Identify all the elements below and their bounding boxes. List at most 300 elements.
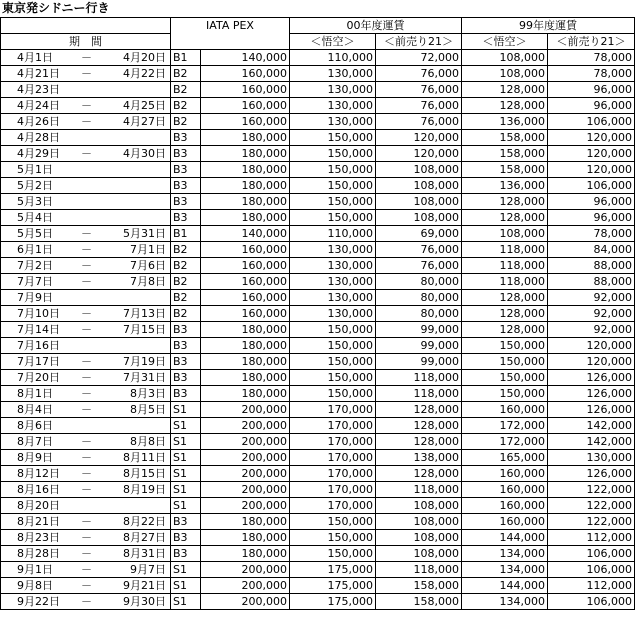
table-row [1,370,635,386]
fare-class-cell: B3 [171,370,201,386]
year99-satori-header: ＜悟空＞ [462,34,548,50]
iata-pex-cell: 160,000 [201,306,290,322]
period-cell [1,194,171,210]
period-dash: － [81,387,92,400]
year99-maeuri-cell: 88,000 [548,274,635,290]
year00-satori-cell: 150,000 [290,514,376,530]
period-start: 4月29日 [17,147,60,160]
table-row [1,226,635,242]
period-start: 5月2日 [17,179,53,192]
period-cell [1,514,171,530]
year99-maeuri-cell: 112,000 [548,578,635,594]
period-cell [1,594,171,610]
year00-maeuri-cell: 99,000 [376,322,462,338]
table-row [1,306,635,322]
year00-satori-cell: 130,000 [290,82,376,98]
year99-maeuri-cell: 130,000 [548,450,635,466]
iata-pex-cell: 160,000 [201,114,290,130]
year00-maeuri-cell: 76,000 [376,114,462,130]
year99-maeuri-cell: 126,000 [548,370,635,386]
year99-maeuri-cell: 92,000 [548,322,635,338]
fare-class-cell: B2 [171,98,201,114]
iata-pex-cell: 160,000 [201,242,290,258]
year99-maeuri-cell: 78,000 [548,50,635,66]
period-end: 7月1日 [130,243,166,256]
year00-maeuri-cell: 76,000 [376,258,462,274]
period-start: 7月2日 [17,259,53,272]
period-cell [1,530,171,546]
period-cell [1,114,171,130]
period-start: 8月6日 [17,419,53,432]
year99-satori-cell: 150,000 [462,338,548,354]
year99-maeuri-cell: 126,000 [548,466,635,482]
iata-pex-cell: 180,000 [201,194,290,210]
year00-satori-cell: 170,000 [290,450,376,466]
year00-maeuri-cell: 128,000 [376,418,462,434]
header-row-top [1,18,635,34]
period-start: 5月4日 [17,211,53,224]
period-start: 5月5日 [17,227,53,240]
table-row [1,562,635,578]
year99-satori-cell: 136,000 [462,114,548,130]
year99-satori-cell: 160,000 [462,498,548,514]
year00-maeuri-cell: 108,000 [376,162,462,178]
period-end: 8月15日 [123,467,166,480]
period-dash: － [81,51,92,64]
year99-satori-cell: 144,000 [462,530,548,546]
period-dash: － [81,243,92,256]
table-row [1,66,635,82]
year00-satori-cell: 130,000 [290,98,376,114]
year00-maeuri-cell: 108,000 [376,514,462,530]
year99-satori-cell: 160,000 [462,402,548,418]
fare-class-cell: B3 [171,338,201,354]
year99-maeuri-cell: 122,000 [548,482,635,498]
year00-maeuri-header: ＜前売り21＞ [376,34,462,50]
period-dash: － [81,355,92,368]
year00-satori-cell: 170,000 [290,434,376,450]
year99-satori-cell: 128,000 [462,98,548,114]
iata-pex-cell: 200,000 [201,418,290,434]
period-cell [1,242,171,258]
period-cell [1,178,171,194]
year99-satori-cell: 128,000 [462,210,548,226]
year99-satori-cell: 160,000 [462,466,548,482]
fare-class-cell: B2 [171,66,201,82]
year00-maeuri-cell: 118,000 [376,386,462,402]
period-end: 8月8日 [130,435,166,448]
year99-satori-cell: 158,000 [462,162,548,178]
iata-pex-cell: 180,000 [201,162,290,178]
iata-pex-cell: 200,000 [201,594,290,610]
year00-satori-cell: 130,000 [290,306,376,322]
year00-maeuri-cell: 120,000 [376,146,462,162]
fare-class-cell: B2 [171,258,201,274]
iata-pex-cell: 200,000 [201,466,290,482]
table-row [1,578,635,594]
year00-maeuri-cell: 108,000 [376,210,462,226]
year99-maeuri-cell: 122,000 [548,498,635,514]
year99-maeuri-cell: 78,000 [548,226,635,242]
year99-satori-cell: 165,000 [462,450,548,466]
period-start: 4月23日 [17,83,60,96]
year00-satori-cell: 150,000 [290,194,376,210]
table-row [1,466,635,482]
period-start: 8月21日 [17,515,60,528]
iata-pex-cell: 160,000 [201,66,290,82]
year00-satori-cell: 170,000 [290,498,376,514]
period-dash: － [81,227,92,240]
year99-maeuri-cell: 106,000 [548,594,635,610]
year00-satori-cell: 130,000 [290,274,376,290]
year99-satori-cell: 134,000 [462,562,548,578]
period-start: 4月26日 [17,115,60,128]
page-title: 東京発シドニー行き [2,1,110,15]
table-row [1,258,635,274]
period-start: 4月1日 [17,51,53,64]
year99-satori-cell: 118,000 [462,274,548,290]
year00-satori-cell: 130,000 [290,114,376,130]
year99-satori-cell: 158,000 [462,146,548,162]
period-end: 4月22日 [123,67,166,80]
year99-satori-cell: 128,000 [462,82,548,98]
iata-pex-cell: 180,000 [201,130,290,146]
year00-maeuri-cell: 108,000 [376,530,462,546]
period-start: 4月24日 [17,99,60,112]
table-row [1,274,635,290]
fare-class-cell: S1 [171,434,201,450]
period-cell [1,450,171,466]
period-cell [1,210,171,226]
period-cell [1,162,171,178]
year00-satori-cell: 150,000 [290,322,376,338]
period-start: 7月7日 [17,275,53,288]
year00-satori-cell: 130,000 [290,290,376,306]
year99-satori-cell: 160,000 [462,514,548,530]
year00-satori-cell: 150,000 [290,162,376,178]
year99-maeuri-cell: 106,000 [548,114,635,130]
period-end: 8月19日 [123,483,166,496]
period-dash: － [81,451,92,464]
year00-maeuri-cell: 158,000 [376,594,462,610]
year99-satori-cell: 128,000 [462,306,548,322]
year99-satori-cell: 118,000 [462,242,548,258]
year00-maeuri-cell: 108,000 [376,546,462,562]
year99-maeuri-cell: 106,000 [548,562,635,578]
iata-pex-cell: 180,000 [201,514,290,530]
period-cell [1,578,171,594]
year00-maeuri-cell: 118,000 [376,562,462,578]
period-cell [1,146,171,162]
period-dash: － [81,371,92,384]
year99-maeuri-cell: 120,000 [548,162,635,178]
table-row [1,146,635,162]
year00-satori-cell: 150,000 [290,210,376,226]
iata-pex-cell: 180,000 [201,338,290,354]
year99-satori-cell: 150,000 [462,386,548,402]
period-start: 8月23日 [17,531,60,544]
table-row [1,82,635,98]
fare-class-cell: S1 [171,498,201,514]
year00-maeuri-cell: 118,000 [376,370,462,386]
fare-class-cell: B2 [171,242,201,258]
period-cell [1,370,171,386]
table-row [1,242,635,258]
year00-satori-cell: 170,000 [290,402,376,418]
year99-maeuri-header: ＜前売り21＞ [548,34,635,50]
year99-header: 99年度運賃 [462,18,635,34]
fare-class-cell: S1 [171,578,201,594]
period-end: 4月20日 [123,51,166,64]
period-dash: － [81,515,92,528]
period-start: 4月28日 [17,131,60,144]
year00-satori-cell: 150,000 [290,546,376,562]
year00-satori-cell: 150,000 [290,338,376,354]
year00-satori-cell: 110,000 [290,50,376,66]
period-end: 9月30日 [123,595,166,608]
period-cell [1,482,171,498]
period-start: 8月9日 [17,451,53,464]
period-end: 8月11日 [123,451,166,464]
year00-maeuri-cell: 80,000 [376,306,462,322]
table-row [1,162,635,178]
period-end: 7月13日 [123,307,166,320]
year99-maeuri-cell: 142,000 [548,418,635,434]
iata-pex-cell: 200,000 [201,498,290,514]
year00-satori-cell: 170,000 [290,418,376,434]
iata-pex-cell: 160,000 [201,274,290,290]
year00-satori-cell: 150,000 [290,130,376,146]
period-end: 4月25日 [123,99,166,112]
iata-pex-cell: 160,000 [201,258,290,274]
year99-maeuri-cell: 112,000 [548,530,635,546]
period-end: 8月31日 [123,547,166,560]
iata-pex-cell: 200,000 [201,402,290,418]
fare-class-cell: B3 [171,514,201,530]
year99-maeuri-cell: 96,000 [548,82,635,98]
period-start: 6月1日 [17,243,53,256]
table-row [1,290,635,306]
fare-class-cell: B2 [171,82,201,98]
year99-maeuri-cell: 120,000 [548,130,635,146]
year99-maeuri-cell: 120,000 [548,338,635,354]
year99-satori-cell: 150,000 [462,354,548,370]
period-cell [1,274,171,290]
period-dash: － [81,275,92,288]
period-start: 8月28日 [17,547,60,560]
iata-pex-cell: 200,000 [201,434,290,450]
year00-satori-cell: 175,000 [290,578,376,594]
period-dash: － [81,483,92,496]
period-start: 7月9日 [17,291,53,304]
iata-pex-cell: 140,000 [201,50,290,66]
period-end: 4月30日 [123,147,166,160]
fare-class-cell: S1 [171,418,201,434]
period-start: 4月21日 [17,67,60,80]
period-start: 9月1日 [17,563,53,576]
fare-class-cell: B3 [171,354,201,370]
iata-pex-cell: 200,000 [201,578,290,594]
period-cell [1,402,171,418]
fare-class-cell: B3 [171,162,201,178]
year00-maeuri-cell: 118,000 [376,482,462,498]
year99-satori-cell: 144,000 [462,578,548,594]
year99-satori-cell: 128,000 [462,290,548,306]
period-dash: － [81,67,92,80]
iata-pex-cell: 140,000 [201,226,290,242]
year99-satori-cell: 108,000 [462,66,548,82]
table-row [1,114,635,130]
year99-maeuri-cell: 126,000 [548,402,635,418]
year99-maeuri-cell: 106,000 [548,546,635,562]
table-row [1,530,635,546]
iata-pex-header: IATA PEX [171,18,290,50]
iata-pex-cell: 200,000 [201,562,290,578]
iata-pex-cell: 160,000 [201,290,290,306]
table-row [1,322,635,338]
period-cell [1,434,171,450]
period-start: 7月17日 [17,355,60,368]
year99-satori-cell: 108,000 [462,50,548,66]
period-dash: － [81,531,92,544]
fare-class-cell: B2 [171,306,201,322]
year99-satori-cell: 136,000 [462,178,548,194]
year99-satori-cell: 128,000 [462,194,548,210]
year00-satori-cell: 170,000 [290,482,376,498]
year99-maeuri-cell: 92,000 [548,290,635,306]
year99-maeuri-cell: 120,000 [548,354,635,370]
period-dash: － [81,259,92,272]
period-start: 8月12日 [17,467,60,480]
year99-satori-cell: 108,000 [462,226,548,242]
fare-class-cell: B3 [171,322,201,338]
period-end: 8月5日 [130,403,166,416]
year00-maeuri-cell: 108,000 [376,498,462,514]
period-cell [1,82,171,98]
year99-satori-cell: 160,000 [462,482,548,498]
period-dash: － [81,323,92,336]
table-row [1,450,635,466]
iata-pex-cell: 180,000 [201,530,290,546]
year00-satori-cell: 110,000 [290,226,376,242]
iata-pex-cell: 180,000 [201,386,290,402]
period-dash: － [81,147,92,160]
period-dash: － [81,435,92,448]
period-dash: － [81,467,92,480]
year00-satori-cell: 170,000 [290,466,376,482]
table-row [1,210,635,226]
period-header: 期 間 [1,34,171,50]
year99-maeuri-cell: 106,000 [548,178,635,194]
fare-class-cell: B3 [171,546,201,562]
year99-maeuri-cell: 96,000 [548,210,635,226]
iata-pex-cell: 180,000 [201,178,290,194]
period-dash: － [81,547,92,560]
period-end: 7月15日 [123,323,166,336]
year00-satori-cell: 150,000 [290,370,376,386]
year99-satori-cell: 150,000 [462,370,548,386]
year99-maeuri-cell: 142,000 [548,434,635,450]
iata-pex-cell: 160,000 [201,98,290,114]
period-end: 9月7日 [130,563,166,576]
iata-pex-cell: 180,000 [201,146,290,162]
fare-class-cell: S1 [171,466,201,482]
period-start: 8月1日 [17,387,53,400]
fare-class-cell: B1 [171,226,201,242]
year00-satori-cell: 150,000 [290,178,376,194]
fare-class-cell: S1 [171,562,201,578]
period-cell [1,130,171,146]
year00-maeuri-cell: 99,000 [376,338,462,354]
iata-pex-cell: 200,000 [201,450,290,466]
iata-pex-cell: 180,000 [201,354,290,370]
table-row [1,386,635,402]
fare-class-cell: B3 [171,530,201,546]
table-row [1,338,635,354]
table-row [1,434,635,450]
year00-satori-cell: 130,000 [290,66,376,82]
period-end: 4月27日 [123,115,166,128]
year00-maeuri-cell: 69,000 [376,226,462,242]
period-start: 9月22日 [17,595,60,608]
table-row [1,194,635,210]
iata-pex-cell: 200,000 [201,482,290,498]
year99-maeuri-cell: 126,000 [548,386,635,402]
year99-maeuri-cell: 96,000 [548,98,635,114]
table-row [1,418,635,434]
table-row [1,178,635,194]
period-cell [1,50,171,66]
period-start: 5月3日 [17,195,53,208]
iata-pex-cell: 180,000 [201,370,290,386]
fare-table-body [1,50,635,610]
period-end: 5月31日 [123,227,166,240]
period-start: 7月10日 [17,307,60,320]
period-cell [1,98,171,114]
year00-maeuri-cell: 138,000 [376,450,462,466]
year99-satori-cell: 134,000 [462,546,548,562]
fare-class-cell: B1 [171,50,201,66]
period-start: 8月4日 [17,403,53,416]
year00-satori-cell: 130,000 [290,242,376,258]
year99-satori-cell: 128,000 [462,322,548,338]
table-row [1,402,635,418]
period-start: 8月16日 [17,483,60,496]
year99-maeuri-cell: 96,000 [548,194,635,210]
year00-maeuri-cell: 76,000 [376,82,462,98]
iata-pex-cell: 180,000 [201,546,290,562]
year00-satori-cell: 150,000 [290,386,376,402]
year00-maeuri-cell: 80,000 [376,290,462,306]
period-cell [1,290,171,306]
period-dash: － [81,579,92,592]
year00-satori-cell: 175,000 [290,562,376,578]
year00-satori-cell: 150,000 [290,530,376,546]
fare-class-cell: B2 [171,290,201,306]
table-row [1,130,635,146]
header-row-sub [1,34,635,50]
fare-class-cell: S1 [171,450,201,466]
year00-maeuri-cell: 120,000 [376,130,462,146]
period-dash: － [81,403,92,416]
year00-satori-cell: 150,000 [290,354,376,370]
year00-satori-header: ＜悟空＞ [290,34,376,50]
period-start: 8月20日 [17,499,60,512]
period-cell [1,306,171,322]
year00-maeuri-cell: 76,000 [376,98,462,114]
period-cell [1,354,171,370]
year99-satori-cell: 158,000 [462,130,548,146]
